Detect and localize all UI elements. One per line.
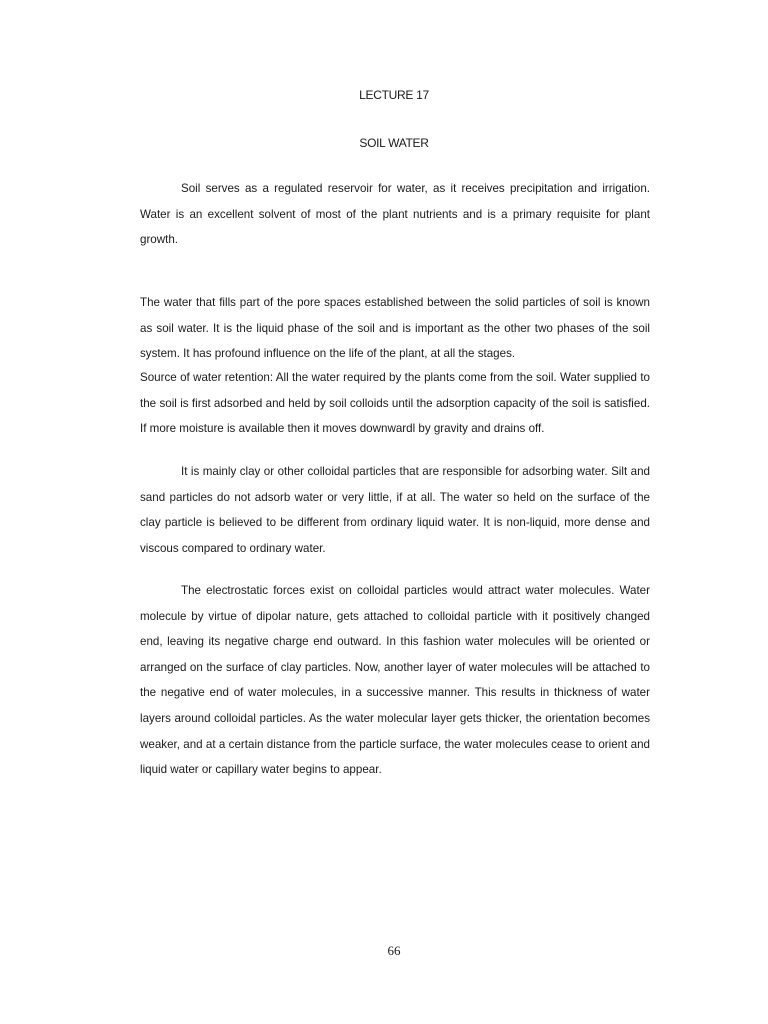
paragraph-definition: The water that fills part of the pore spaces established between the solid particles of soil is known as soil water. It is the liquid phase of the soil and is important as the other two phases of the soil system. It has profound influence on the life of the plant, at all the stages. [140,296,650,361]
paragraph-electrostatic-forces: The electrostatic forces exist on colloidal particles would attract water molecules. Water molecule by virtue of dipolar nature, gets attached to colloidal particle with it positively changed end, leaving its negative charge end outward. In this fashion water molecules will be oriented or arranged on the surface of clay particles. Now, another layer of water molecules will be attached to the negative end of water molecules, in a successive manner. This results in thickness of water layers around colloidal particles. As the water molecular layer gets thicker, the orientation becomes weaker, and at a certain distance from the particle surface, the water molecules cease to orient and liquid water or capillary water begins to appear. [140,584,650,777]
paragraph-intro: Soil serves as a regulated reservoir for water, as it receives precipitation and irrigation. Water is an excellent solvent of most of the plant nutrients and is a primary requisite for plant growth. [140,182,650,247]
paragraph-source-of-retention: Source of water retention: All the water required by the plants come from the soil. Water supplied to the soil is first adsorbed and held by soil colloids until the adsorption capacity of the soil is satisfied. If more moisture is available then it moves downwardl by gravity and drains off. [140,371,650,436]
page-title: SOIL WATER [359,136,429,150]
lecture-label: LECTURE 17 [359,88,429,102]
page-number: 66 [387,943,401,958]
paragraph-clay-particles: It is mainly clay or other colloidal particles that are responsible for adsorbing water. Silt and sand particles do not adsorb water or very little, if at all. The water so held on the surface of the clay particle is believed to be different from ordinary liquid water. It is non-liquid, more dense and viscous compared to ordinary water. [140,465,650,555]
